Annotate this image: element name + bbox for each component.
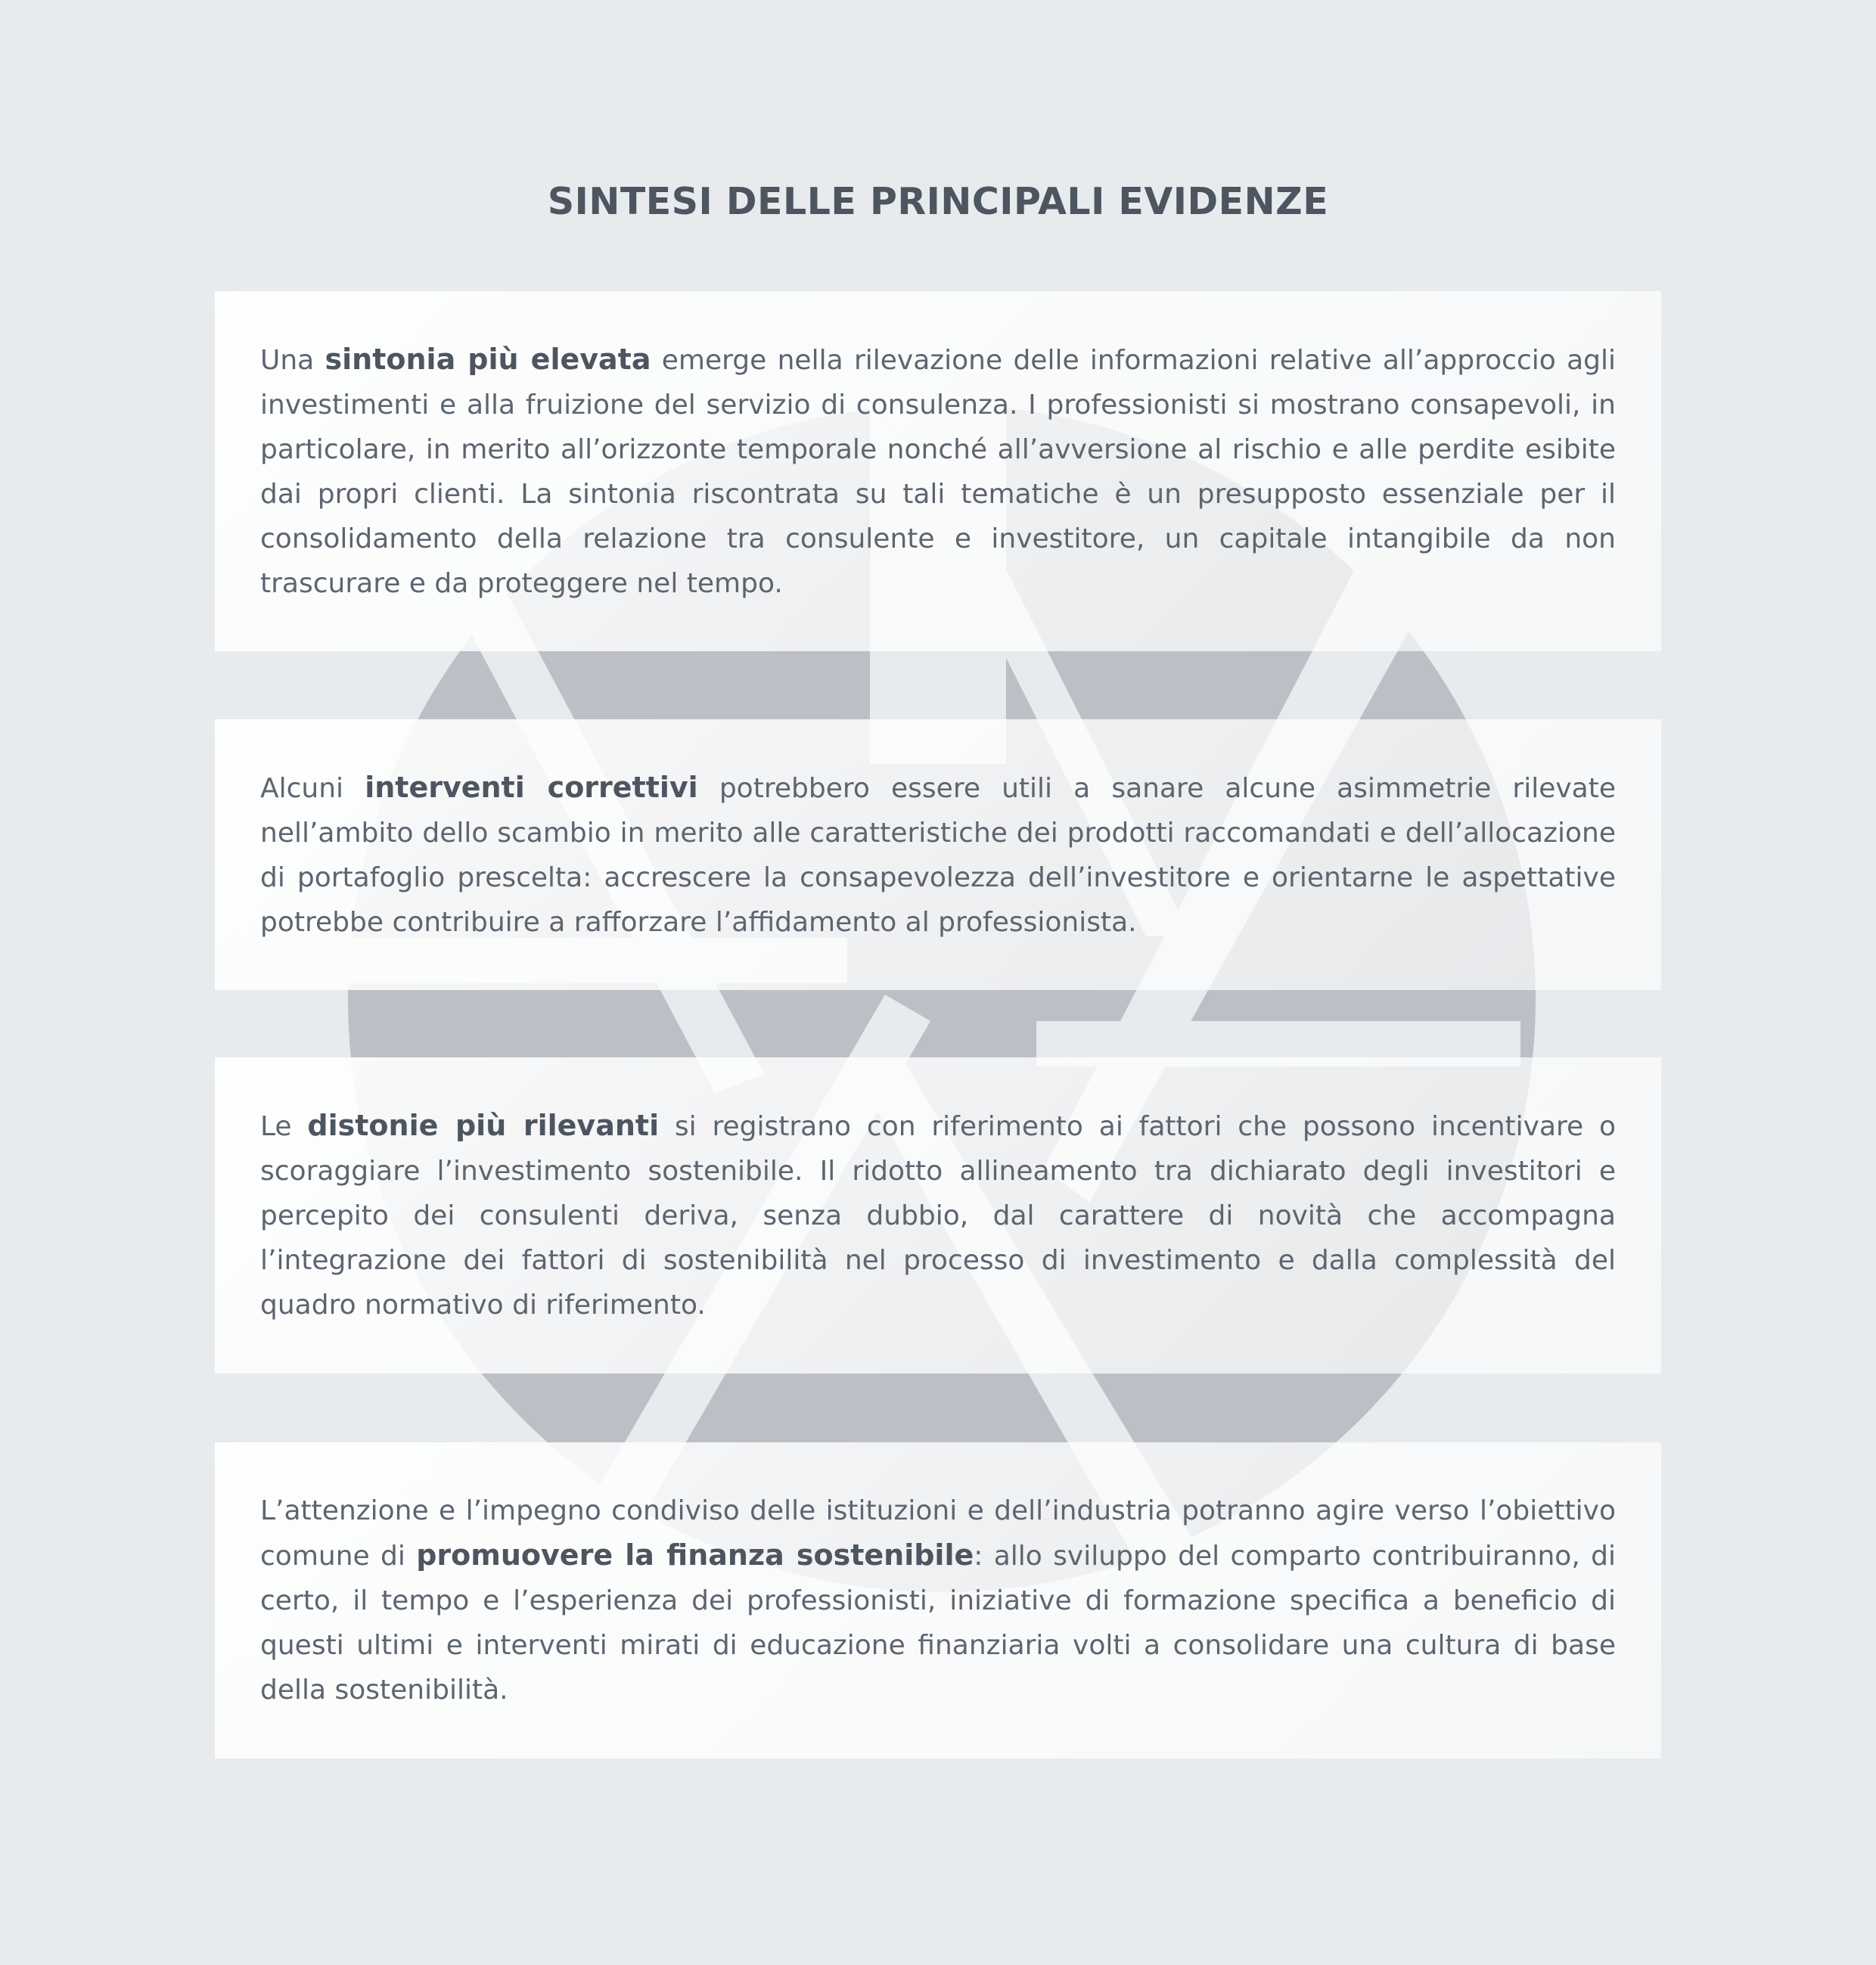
panel-text: Alcuni interventi correttivi potrebbero essere utili a sanare alcune asimmetrie rilevate nell’ambito dello scambio in merito alle caratteristiche dei prodotti raccomandati e dell’allocazione di portafoglio prescelta: accrescere la consapevolezza dell’investitore e orientarne le aspettative potrebbe contribuire a rafforzare l’affidamento al professionista. xyxy=(260,770,1617,938)
key-phrase: promuovere la finanza sostenibile xyxy=(416,1538,974,1572)
key-phrase: sintonia più elevata xyxy=(325,342,651,376)
evidence-panel-4 xyxy=(215,1442,1661,1759)
panel-text: Le distonie più rilevanti si registrano con riferimento ai fattori che possono incentivare o scoraggiare l’investimento sostenibile. Il ridotto allineamento tra dichiarato degli investitori e percepito dei consulenti deriva, senza dubbio, dal carattere di novità che accompagna l’integrazione dei fattori di sostenibilità nel processo di investimento e dalla complessità del quadro normativo di riferimento. xyxy=(260,1109,1617,1321)
key-phrase: distonie più rilevanti xyxy=(307,1109,660,1142)
page-title: SINTESI DELLE PRINCIPALI EVIDENZE xyxy=(547,180,1329,223)
evidence-panel-1 xyxy=(215,291,1661,651)
key-phrase: interventi correttivi xyxy=(365,770,698,804)
evidence-panel-2 xyxy=(215,719,1661,990)
evidence-panel-3 xyxy=(215,1057,1661,1374)
panel-text: L’attenzione e l’impegno condiviso delle istituzioni e dell’industria potranno agire verso l’obiettivo comune di promuovere la finanza sostenibile: allo sviluppo del comparto contribuiranno, di certo, il tempo e l’esperienza dei professionisti, iniziative di formazione specifica a beneficio di questi ultimi e interventi mirati di educazione finanziaria volti a consolidare una cultura di base della sostenibilità. xyxy=(260,1495,1616,1706)
panel-text: Una sintonia più elevata emerge nella rilevazione delle informazioni relative all’approccio agli investimenti e alla fruizione del servizio di consulenza. I professionisti si mostrano consapevoli, in particolare, in merito all’orizzonte temporale nonché all’avversione al rischio e alle perdite esibite dai propri clienti. La sintonia riscontrata su tali tematiche è un presupposto essenziale per il consolidamento della relazione tra consulente e investitore, un capitale intangibile da non trascurare e da proteggere nel tempo. xyxy=(260,342,1616,599)
